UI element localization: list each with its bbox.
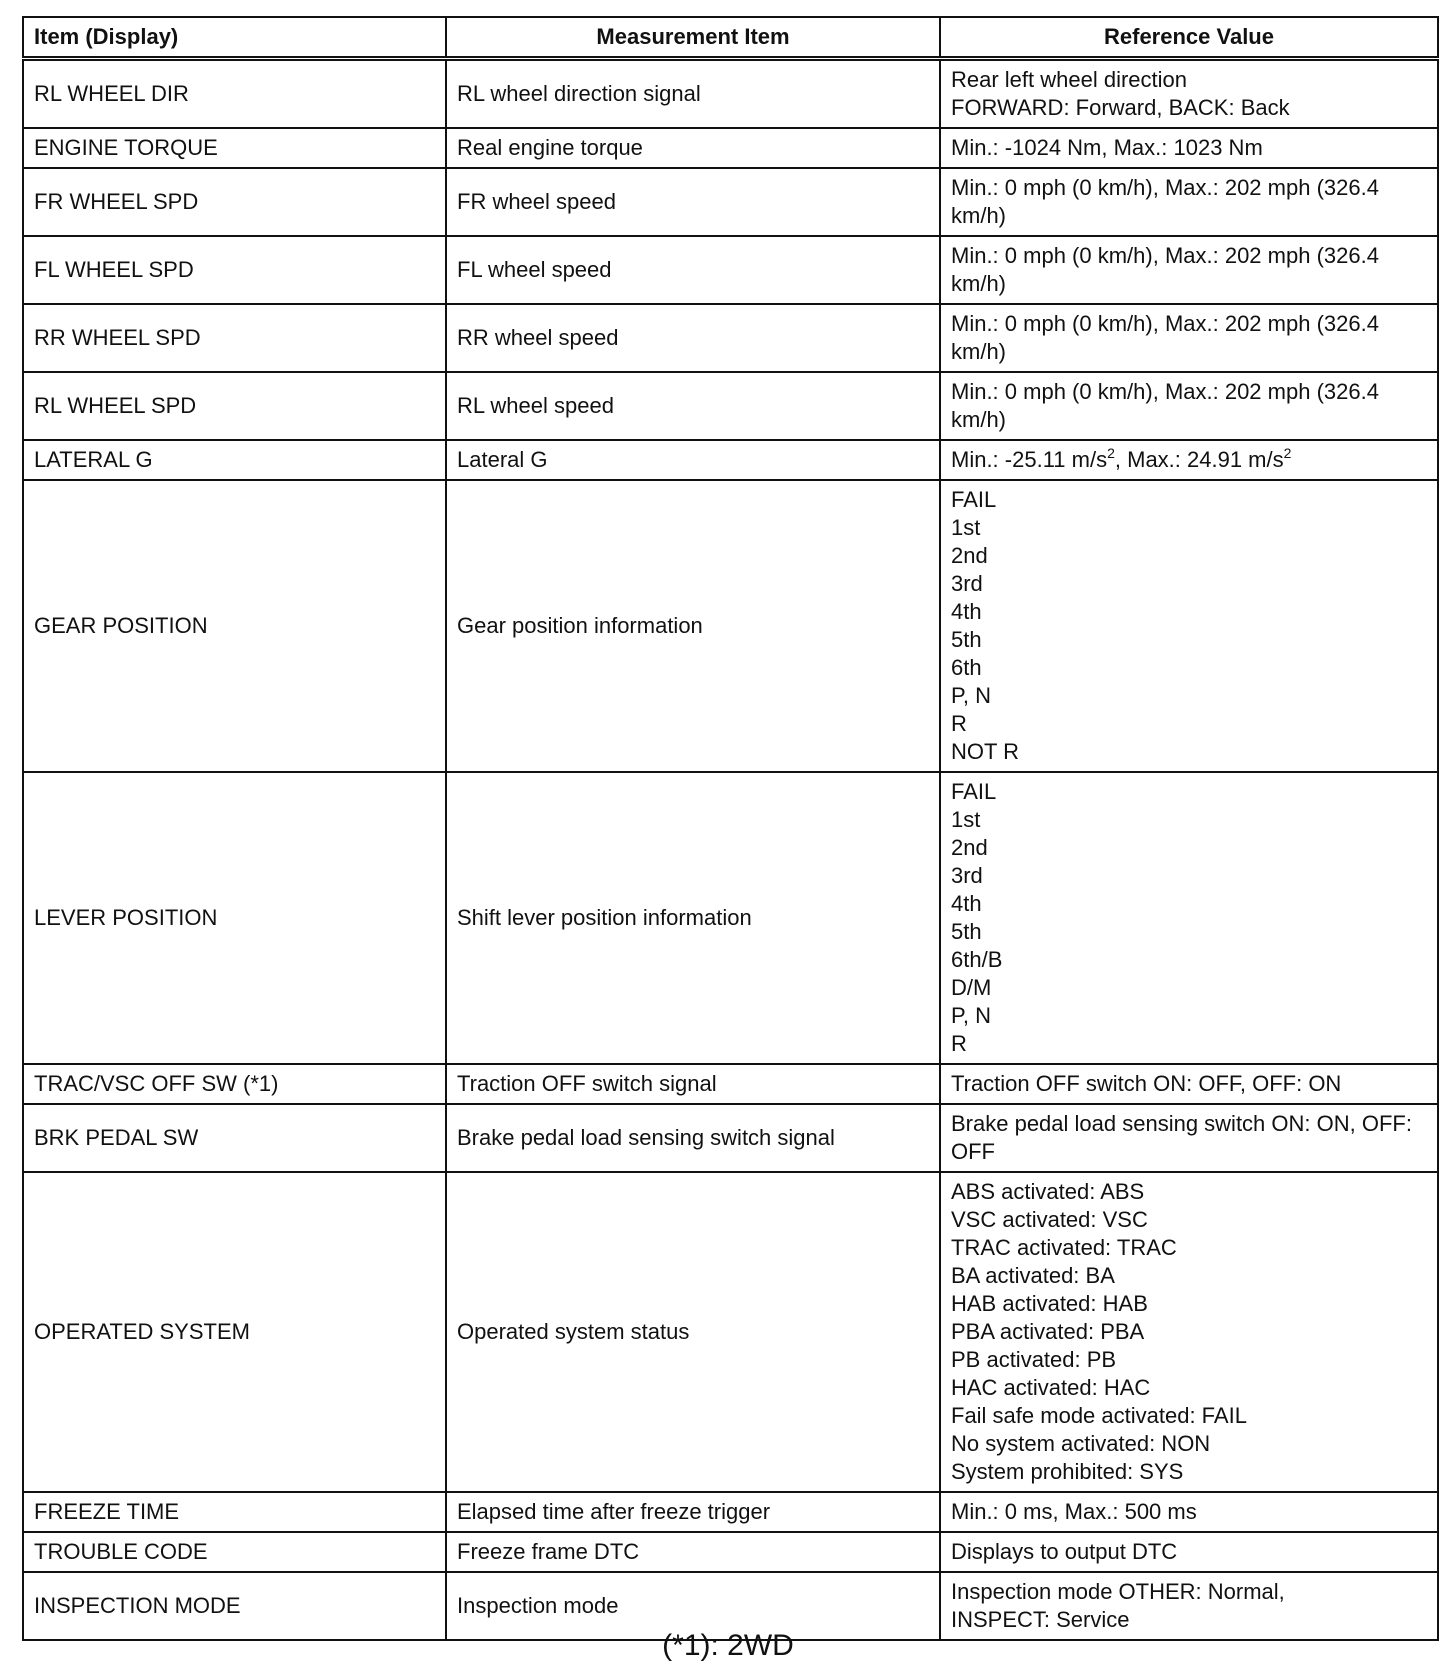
cell-reference-value — [940, 168, 1438, 236]
reference-line: VSC activated: VSC — [951, 1207, 1148, 1232]
reference-line: Min.: 0 mph (0 km/h), Max.: 202 mph (326.4 km/h) — [951, 379, 1379, 432]
cell-reference-value — [940, 59, 1438, 129]
table-row — [23, 772, 1438, 1064]
cell-item-display: TRAC/VSC OFF SW (*1) — [23, 1064, 446, 1104]
table-row — [23, 1532, 1438, 1572]
reference-line: Fail safe mode activated: FAIL — [951, 1403, 1247, 1428]
cell-item-display: OPERATED SYSTEM — [23, 1172, 446, 1492]
cell-reference-value — [940, 1532, 1438, 1572]
table-row — [23, 372, 1438, 440]
cell-reference-value — [940, 1064, 1438, 1104]
footnote: (*1): 2WD — [662, 1629, 794, 1662]
header-measurement-item: Measurement Item — [446, 17, 940, 59]
cell-item-display: GEAR POSITION — [23, 480, 446, 772]
cell-item-display: BRK PEDAL SW — [23, 1104, 446, 1172]
cell-reference-value — [940, 772, 1438, 1064]
reference-min-label: Min.: -25.11 m/s — [951, 447, 1108, 472]
cell-item-display: ENGINE TORQUE — [23, 128, 446, 168]
cell-item-display: FR WHEEL SPD — [23, 168, 446, 236]
cell-item-display: RL WHEEL DIR — [23, 59, 446, 129]
reference-line: 1st — [951, 515, 981, 540]
table-row — [23, 1492, 1438, 1532]
reference-line: 2nd — [951, 543, 988, 568]
reference-line: Min.: 0 ms, Max.: 500 ms — [951, 1499, 1197, 1524]
reference-line: NOT R — [951, 739, 1020, 764]
cell-item-display: FL WHEEL SPD — [23, 236, 446, 304]
cell-reference-value — [940, 440, 1438, 480]
reference-line: 4th — [951, 891, 982, 916]
cell-measurement-item: FL wheel speed — [446, 236, 940, 304]
cell-reference-value — [940, 236, 1438, 304]
cell-item-display: TROUBLE CODE — [23, 1532, 446, 1572]
reference-line: 5th — [951, 919, 982, 944]
cell-item-display: RR WHEEL SPD — [23, 304, 446, 372]
cell-measurement-item: Lateral G — [446, 440, 940, 480]
cell-measurement-item: Gear position information — [446, 480, 940, 772]
cell-reference-value — [940, 480, 1438, 772]
cell-measurement-item: Inspection mode — [446, 1572, 940, 1640]
reference-line: Rear left wheel direction — [951, 67, 1188, 92]
reference-line: Inspection mode OTHER: Normal, — [951, 1579, 1285, 1604]
table-row — [23, 1064, 1438, 1104]
table-row — [23, 440, 1438, 480]
reference-line: PB activated: PB — [951, 1347, 1117, 1372]
cell-reference-value — [940, 304, 1438, 372]
cell-reference-value — [940, 1104, 1438, 1172]
reference-line: Displays to output DTC — [951, 1539, 1178, 1564]
table-row — [23, 480, 1438, 772]
cell-measurement-item: FR wheel speed — [446, 168, 940, 236]
reference-line: ABS activated: ABS — [951, 1179, 1145, 1204]
reference-line: Brake pedal load sensing switch ON: ON, OFF: OFF — [951, 1111, 1412, 1164]
cell-measurement-item: Shift lever position information — [446, 772, 940, 1064]
cell-measurement-item: Elapsed time after freeze trigger — [446, 1492, 940, 1532]
cell-measurement-item: Brake pedal load sensing switch signal — [446, 1104, 940, 1172]
data-list-table — [22, 16, 1439, 1641]
reference-line: Min.: -1024 Nm, Max.: 1023 Nm — [951, 135, 1263, 160]
reference-line: R — [951, 711, 967, 736]
cell-measurement-item: RL wheel direction signal — [446, 59, 940, 129]
reference-line: P, N — [951, 1003, 991, 1028]
reference-line: 6th — [951, 655, 982, 680]
table-row — [23, 1104, 1438, 1172]
reference-line: R — [951, 1031, 967, 1056]
reference-line: PBA activated: PBA — [951, 1319, 1145, 1344]
table-row — [23, 236, 1438, 304]
table-row — [23, 59, 1438, 129]
reference-line: 5th — [951, 627, 982, 652]
reference-line: 1st — [951, 807, 981, 832]
cell-reference-value — [940, 1492, 1438, 1532]
cell-measurement-item: Freeze frame DTC — [446, 1532, 940, 1572]
reference-line: P, N — [951, 683, 991, 708]
reference-line: FAIL — [951, 779, 997, 804]
reference-line: 3rd — [951, 863, 983, 888]
cell-reference-value — [940, 128, 1438, 168]
exponent-superscript: 2 — [1283, 445, 1292, 461]
reference-line: No system activated: NON — [951, 1431, 1211, 1456]
cell-item-display: FREEZE TIME — [23, 1492, 446, 1532]
table-body — [23, 59, 1438, 1641]
table-row — [23, 128, 1438, 168]
reference-line: FORWARD: Forward, BACK: Back — [951, 95, 1290, 120]
reference-line: Min.: 0 mph (0 km/h), Max.: 202 mph (326.4 km/h) — [951, 175, 1379, 228]
reference-line: FAIL — [951, 487, 997, 512]
cell-item-display: LATERAL G — [23, 440, 446, 480]
header-reference-value: Reference Value — [940, 17, 1438, 59]
reference-line: Traction OFF switch ON: OFF, OFF: ON — [951, 1071, 1342, 1096]
reference-line: 4th — [951, 599, 982, 624]
cell-item-display: LEVER POSITION — [23, 772, 446, 1064]
reference-line: HAC activated: HAC — [951, 1375, 1151, 1400]
reference-line: Min.: 0 mph (0 km/h), Max.: 202 mph (326.4 km/h) — [951, 311, 1379, 364]
cell-item-display: RL WHEEL SPD — [23, 372, 446, 440]
reference-line: System prohibited: SYS — [951, 1459, 1184, 1484]
cell-reference-value — [940, 1172, 1438, 1492]
reference-line: 6th/B — [951, 947, 1003, 972]
cell-reference-value — [940, 372, 1438, 440]
reference-line: D/M — [951, 975, 992, 1000]
table-row — [23, 168, 1438, 236]
cell-measurement-item: Traction OFF switch signal — [446, 1064, 940, 1104]
reference-line: 2nd — [951, 835, 988, 860]
reference-line: HAB activated: HAB — [951, 1291, 1148, 1316]
header-item-display: Item (Display) — [23, 17, 446, 59]
cell-measurement-item: RR wheel speed — [446, 304, 940, 372]
reference-max-label: , Max.: 24.91 m/s — [1114, 447, 1284, 472]
cell-measurement-item: Operated system status — [446, 1172, 940, 1492]
reference-line: INSPECT: Service — [951, 1607, 1130, 1632]
cell-item-display: INSPECTION MODE — [23, 1572, 446, 1640]
table-row — [23, 1172, 1438, 1492]
reference-line: 3rd — [951, 571, 983, 596]
exponent-superscript: 2 — [1107, 445, 1115, 461]
reference-line: BA activated: BA — [951, 1263, 1115, 1288]
reference-line: Min.: 0 mph (0 km/h), Max.: 202 mph (326.4 km/h) — [951, 243, 1379, 296]
cell-measurement-item: RL wheel speed — [446, 372, 940, 440]
table-header-row — [23, 17, 1438, 59]
reference-line: TRAC activated: TRAC — [951, 1235, 1177, 1260]
cell-measurement-item: Real engine torque — [446, 128, 940, 168]
table-row — [23, 304, 1438, 372]
